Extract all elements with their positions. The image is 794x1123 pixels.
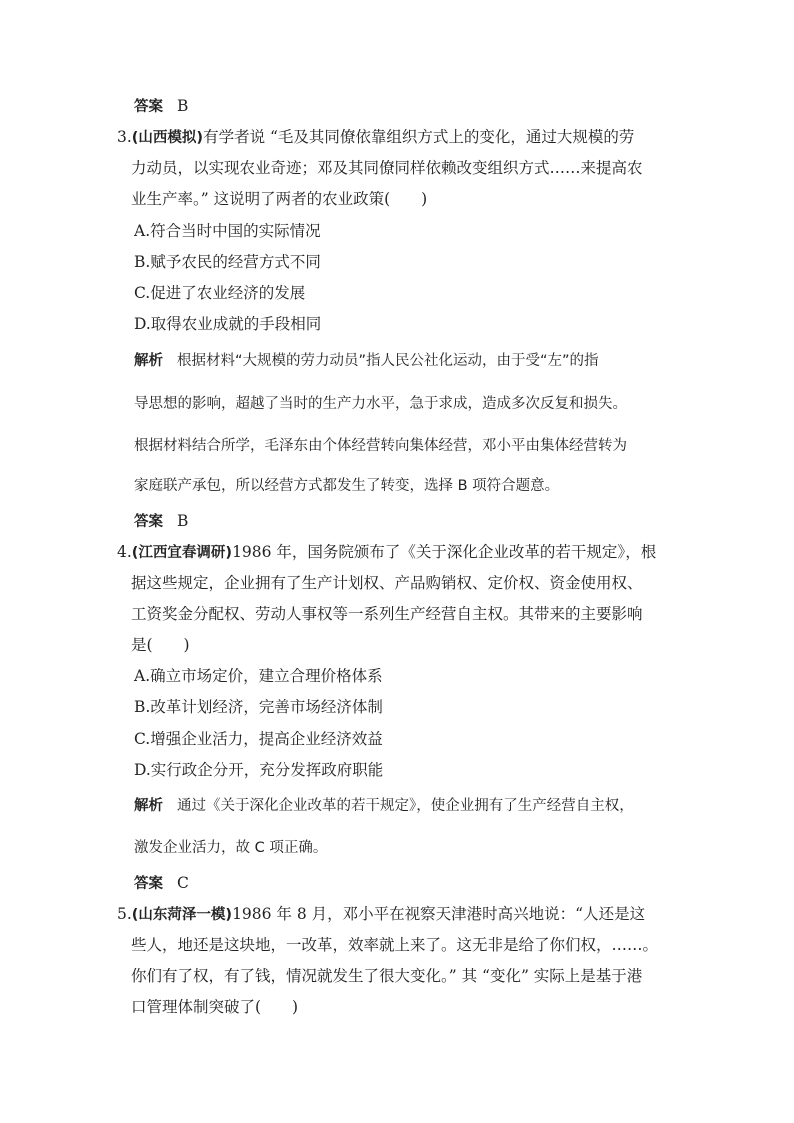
answer-value: C bbox=[177, 874, 189, 892]
option-b: B.改革计划经济，完善市场经济体制 bbox=[134, 698, 383, 716]
question-number: 4. bbox=[117, 543, 132, 561]
analysis-line: 导思想的影响，超越了当时的生产力水平，急于求成，造成多次反复和损失。 bbox=[134, 396, 627, 412]
analysis-text: 通过《关于深化企业改革的若干规定》，使企业拥有了生产经营自主权， bbox=[177, 798, 634, 814]
option-a: A.符合当时中国的实际情况 bbox=[134, 222, 321, 240]
question-stem-line bbox=[117, 542, 656, 563]
question-stem-text: 有学者说 “毛及其同僚依靠组织方式上的变化，通过大规模的劳 bbox=[203, 128, 635, 146]
question-source: (山东菏泽一模) bbox=[131, 907, 233, 923]
option-b: B.赋予农民的经营方式不同 bbox=[134, 253, 321, 271]
question-stem-text: 1986 年 8 月，邓小平在视察天津港时高兴地说：“人还是这 bbox=[232, 905, 646, 923]
question-stem-line: 些人，地还是这块地，一改革，效率就上来了。这无非是给了你们权，……。 bbox=[131, 936, 659, 954]
question-stem-line: 你们有了权，有了钱，情况就发生了很大变化。” 其 “变化” 实际上是基于港 bbox=[131, 967, 643, 985]
option-c: C.促进了农业经济的发展 bbox=[134, 284, 306, 302]
question-stem-line: 是( ) bbox=[131, 636, 190, 654]
question-stem-line: 工资奖金分配权、劳动人事权等一系列生产经营自主权。其带来的主要影响 bbox=[131, 605, 643, 623]
question-stem-line: 口管理体制突破了( ) bbox=[131, 998, 299, 1016]
analysis-label: 解析 bbox=[134, 353, 163, 369]
question-stem-line: 业生产率。” 这说明了两者的农业政策( ) bbox=[131, 190, 428, 208]
question-stem-line bbox=[117, 904, 645, 925]
question-source: (山西模拟) bbox=[131, 130, 204, 146]
option-d: D.取得农业成就的手段相同 bbox=[134, 315, 322, 333]
question-stem-line: 力动员，以实现农业奇迹；邓及其同僚同样依赖改变组织方式……来提高农 bbox=[131, 159, 643, 177]
option-a: A.确立市场定价，建立合理价格体系 bbox=[134, 667, 383, 685]
answer-value: B bbox=[177, 97, 189, 115]
analysis-line: 激发企业活力，故 C 项正确。 bbox=[134, 840, 328, 856]
option-c: C.增强企业活力，提高企业经济效益 bbox=[134, 730, 383, 748]
analysis-text: 根据材料“大规模的劳力动员”指人民公社化运动，由于受“左”的指 bbox=[177, 353, 599, 369]
question-number: 3. bbox=[117, 128, 132, 146]
analysis-line bbox=[134, 796, 634, 816]
answer-value: B bbox=[177, 512, 189, 530]
question-number: 5. bbox=[117, 905, 132, 923]
answer-label: 答案 bbox=[134, 99, 163, 115]
question-stem-text: 1986 年，国务院颁布了《关于深化企业改革的若干规定》，根 bbox=[232, 543, 657, 561]
analysis-line: 根据材料结合所学，毛泽东由个体经营转向集体经营，邓小平由集体经营转为 bbox=[134, 438, 627, 454]
question-stem-line bbox=[117, 127, 634, 148]
answer-line bbox=[134, 96, 188, 117]
option-d: D.实行政企分开，充分发挥政府职能 bbox=[134, 761, 384, 779]
answer-label: 答案 bbox=[134, 876, 163, 892]
question-stem-line: 据这些规定，企业拥有了生产计划权、产品购销权、定价权、资金使用权、 bbox=[131, 574, 643, 592]
answer-label: 答案 bbox=[134, 514, 163, 530]
answer-line bbox=[134, 873, 189, 894]
question-source: (江西宜春调研) bbox=[131, 545, 233, 561]
answer-line bbox=[134, 511, 188, 532]
analysis-line: 家庭联产承包，所以经营方式都发生了转变，选择 B 项符合题意。 bbox=[134, 478, 560, 494]
analysis-label: 解析 bbox=[134, 798, 163, 814]
analysis-line bbox=[134, 351, 599, 371]
